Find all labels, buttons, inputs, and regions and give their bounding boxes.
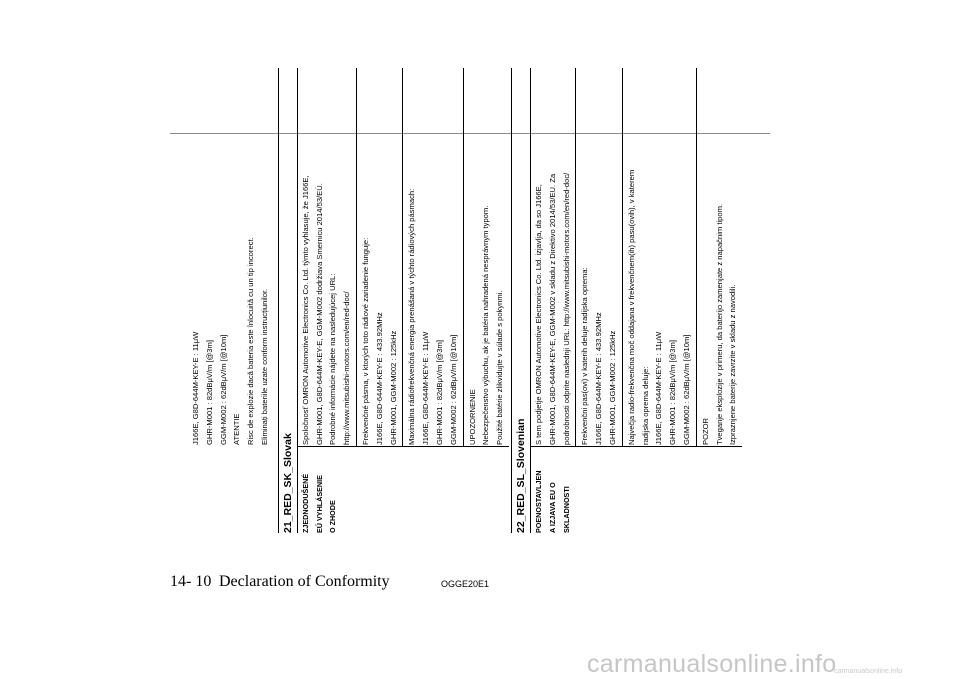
- preamble-block: [185, 68, 269, 533]
- preamble-line: Risc de explozie dacă bateria este înlocuită cu un tip incorect.: [246, 237, 256, 445]
- row-text-line: GHR-M001, GGM-M002 : 125kHz: [388, 330, 398, 445]
- row-text-line: POZOR: [700, 417, 710, 445]
- row-separator: [463, 68, 464, 447]
- row-body: [405, 71, 460, 445]
- row-text-line: Tveganje eksplozije v primeru, da baterijo zamenjate z napačnim tipom.: [714, 203, 724, 445]
- footer-page-number: 14- 10: [170, 573, 212, 590]
- section-heading-underline: [297, 68, 298, 533]
- row-text-line: Nebezpečenstvo výbuchu, ak je batéria nahradená nesprávnym typom.: [481, 205, 491, 445]
- preamble-line: GGM-M002 : 62dBμV/m [@10m]: [218, 334, 228, 445]
- row-separator: [575, 68, 576, 447]
- row-body: [299, 71, 354, 445]
- row-label-line: ZJEDNODUŠENÉ: [300, 473, 310, 533]
- row-body: [532, 71, 573, 445]
- row-text-line: radijska oprema deluje:: [640, 366, 650, 445]
- row-text-line: GHR-M001 : 82dBμV/m [@3m]: [434, 340, 444, 445]
- section-heading-underline: [530, 68, 531, 533]
- row-text-line: Maximálna rádiofrekvenčná energia prenášaná v týchto rádiových pásmach:: [407, 188, 417, 445]
- preamble-line: ATENTIE: [232, 413, 242, 445]
- row-text-line: http://www.mitsubishi-motors.com/en/red-doc/: [342, 291, 352, 445]
- rotated-declaration-table: [185, 68, 738, 533]
- row-label-line: EÚ VYHLÁSENIE: [314, 475, 324, 533]
- row-text-line: J166E, G8D-644M-KEY-E : 433.92MHz: [374, 312, 384, 445]
- row-separator: [356, 68, 357, 447]
- row-text-line: GGM-M002 : 62dBμV/m [@10m]: [448, 334, 458, 445]
- preamble-line: GHR-M001 : 82dBμV/m [@3m]: [204, 340, 214, 445]
- column-divider: [530, 446, 742, 447]
- row-text-line: GGM-M002 : 62dBμV/m [@10m]: [681, 334, 691, 445]
- row-text-line: J166E, G8D-644M-KEY-E : 433.92MHz: [594, 312, 604, 445]
- row-text-line: GHR-M001, G8D-644M-KEY-E, GGM-M002 dodržiava Smernicu 2014/53/EÚ.: [314, 183, 324, 445]
- row-body: [699, 71, 740, 445]
- watermark: carmanualsonline.info: [587, 650, 837, 678]
- row-body: [466, 71, 507, 445]
- row-label: [299, 449, 340, 533]
- row-label-line: O ZHODE: [328, 500, 338, 533]
- row-label-line: SKLADNOSTI: [561, 486, 571, 533]
- row-text-line: J166E, G8D-644M-KEY-E : 11μW: [421, 331, 431, 445]
- section-heading: 22_RED_SL_Slovenian: [515, 418, 527, 533]
- watermark-small: carmanualsonline.info: [834, 668, 903, 675]
- row-text-line: GHR-M001 : 82dBμV/m [@3m]: [668, 340, 678, 445]
- row-label-line: A IZJAVA EU O: [547, 482, 557, 533]
- row-separator: [402, 68, 403, 447]
- row-text-line: Izpraznjene baterije zavrzite v skladu z navodili.: [728, 284, 738, 445]
- row-text-line: Použité batérie zlikvidujte v súlade s pokynmi.: [495, 290, 505, 445]
- row-body: [625, 71, 694, 445]
- row-text-line: J166E, G8D-644M-KEY-E : 11μW: [654, 331, 664, 445]
- section-heading: 21_RED_SK_Slovak: [281, 433, 294, 533]
- row-text-line: UPOZORNENIE: [467, 389, 477, 445]
- preamble-line: J166E, G8D-644M-KEY-E : 11μW: [191, 331, 200, 445]
- row-text-line: Spoločnosť OMRON Automotive Electronics Co. Ltd. týmto vyhlasuje, že J166E,: [300, 175, 310, 445]
- row-text-line: podrobnosti odprite naslednji URL: http://www.mitsubishi-motors.com/en/red-doc/: [561, 172, 571, 445]
- row-text-line: Podrobné informácie nájdete na nasledujúcej URL:: [328, 273, 338, 445]
- preamble-line: Eliminați bateriile uzate conform instrucțiunilor.: [259, 288, 269, 445]
- row-body: [578, 71, 619, 445]
- row-text-line: S tem podjetje OMRON Automotive Electronics Co. Ltd. izjavlja, da so J166E,: [534, 184, 543, 445]
- footer-title: Declaration of Conformity: [219, 573, 390, 590]
- row-text-line: Frekvenčni pas(ovi) v katerih deluje radijska oprema:: [580, 267, 590, 445]
- row-label-line: POENOSTAVLJEN: [534, 470, 543, 533]
- row-text-line: Frekvenčné pásma, v ktorých toto rádiové zariadenie funguje:: [361, 237, 370, 445]
- row-separator: [622, 68, 623, 447]
- row-label: [532, 449, 573, 533]
- row-separator: [696, 68, 697, 447]
- column-divider: [297, 446, 509, 447]
- row-text-line: Največja radio-frekvenčna moč oddajana v frekvenčnem(ih) pasu(ovih), v katerem: [626, 169, 636, 445]
- row-body: [359, 71, 400, 445]
- row-text-line: GHR-M001, G8D-644M-KEY-E, GGM-M002 v skladu z Direktivo 2014/53/EU. Za: [547, 173, 557, 445]
- row-text-line: GHR-M001, GGM-M002 : 125kHz: [607, 330, 617, 445]
- footer-doc-code: OGGE20E1: [441, 579, 490, 589]
- preamble-lines: [189, 75, 272, 445]
